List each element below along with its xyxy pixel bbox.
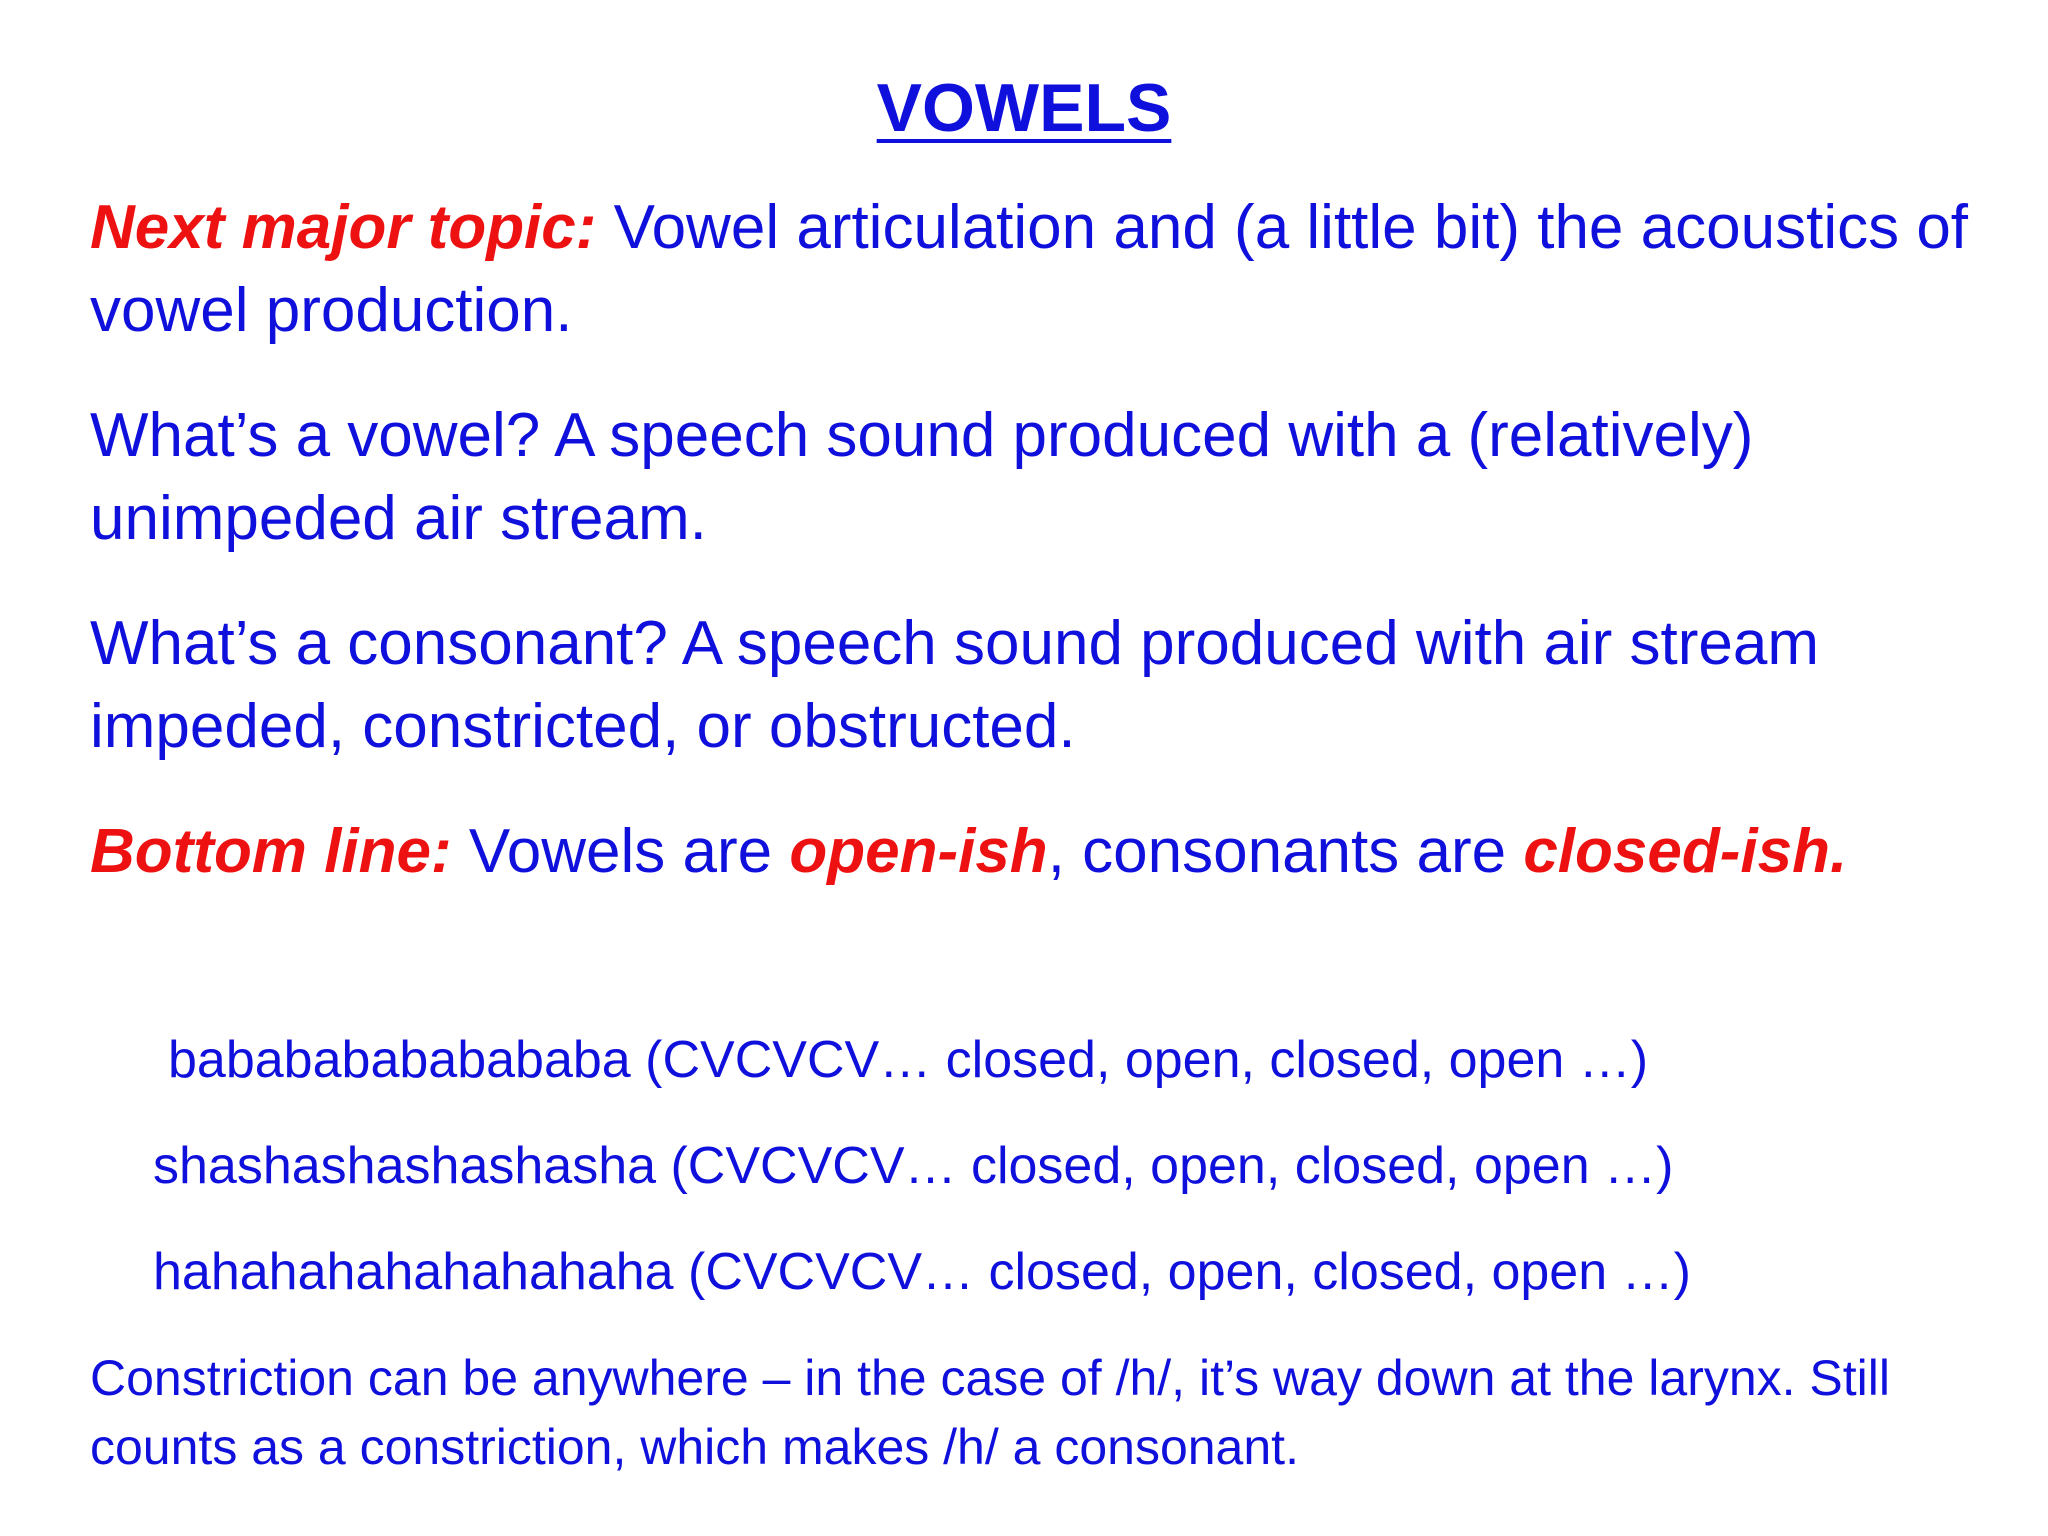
- paragraph-consonant-definition: [90, 602, 1990, 768]
- bottom-line-text-2: , consonants are: [1047, 817, 1524, 886]
- constriction-note: Constriction can be anywhere – in the case of /h/, it’s way down at the larynx. Still counts as a constriction, which makes /h/ a consonant.: [90, 1350, 1890, 1475]
- paragraph-next-topic: [90, 186, 1990, 352]
- closed-ish-emphasis: closed-ish.: [1523, 817, 1848, 886]
- paragraph-bottom-line: [90, 810, 1990, 893]
- consonant-definition-text: What’s a consonant? A speech sound produced with air stream impeded, constricted, or obstructed.: [90, 609, 1820, 761]
- next-topic-text: Vowel articulation and (a little bit) the acoustics of vowel production.: [90, 193, 1969, 345]
- example-ha: hahahahahahahahaha (CVCVCV… closed, open, closed, open …): [153, 1243, 1691, 1301]
- vowel-definition-text: What’s a vowel? A speech sound produced with a (relatively) unimpeded air stream.: [90, 401, 1754, 553]
- slide-title: VOWELS: [876, 70, 1172, 146]
- bottom-line-label: Bottom line:: [90, 817, 452, 886]
- example-sha: shashashashashasha (CVCVCV… closed, open, closed, open …): [153, 1137, 1674, 1195]
- bottom-line-text-1: Vowels are: [451, 817, 790, 886]
- next-topic-label: Next major topic:: [90, 193, 597, 262]
- paragraph-vowel-definition: [90, 394, 1990, 560]
- example-ba: babababababababa (CVCVCV… closed, open, closed, open …): [168, 1031, 1649, 1089]
- open-ish-emphasis: open-ish: [789, 817, 1048, 886]
